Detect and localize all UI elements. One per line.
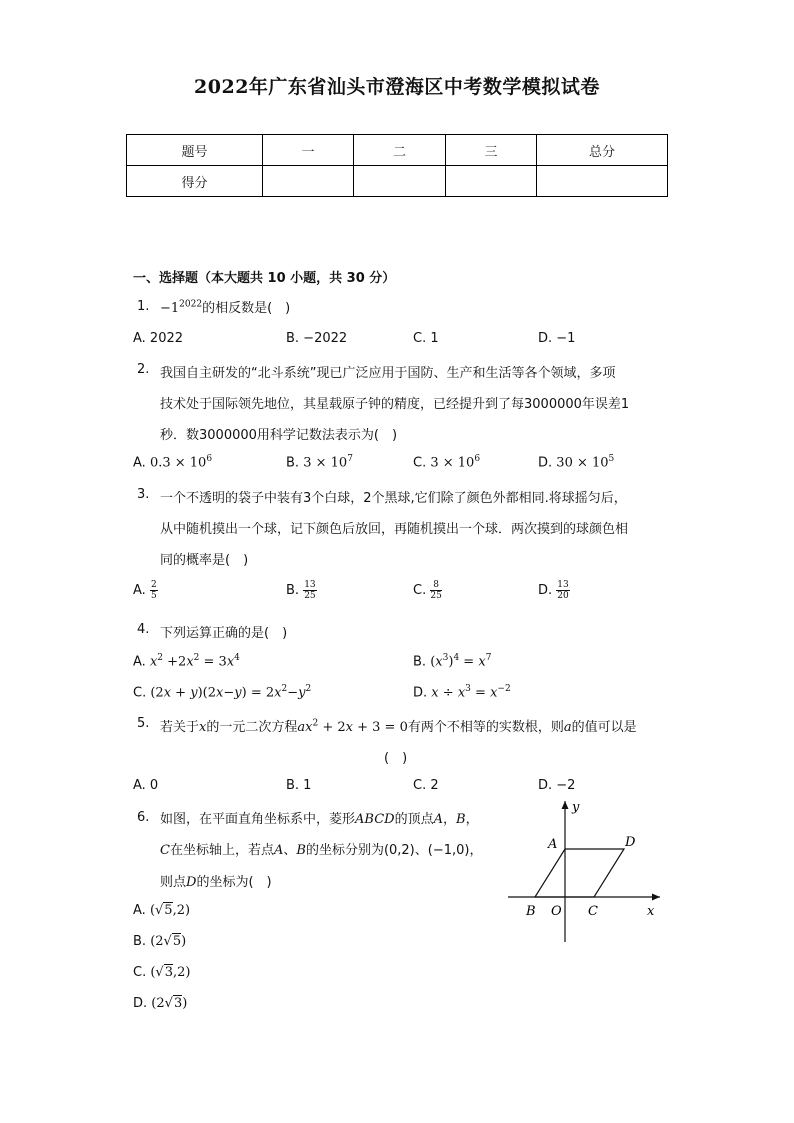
- question-text-line: 我国自主研发的“北斗系统”现已广泛应用于国防、生产和生活等各个领域，多项: [160, 366, 616, 381]
- table-header-cell: 总分: [537, 135, 668, 166]
- option-label: A.: [133, 455, 146, 471]
- numerator: 13: [304, 580, 316, 590]
- denominator: 25: [304, 591, 316, 601]
- option-c[interactable]: C. 2: [413, 778, 439, 793]
- option-label: C.: [133, 685, 147, 701]
- fraction: [430, 580, 441, 601]
- option-a[interactable]: A. 0: [133, 778, 159, 793]
- question-text-tail: 的相反数是( ): [202, 301, 291, 316]
- option-math: 3 × 10: [303, 455, 348, 471]
- question-text-line: 技术处于国际领先地位，其星载原子钟的精度，已经提升到了每3000000年误差1: [160, 397, 630, 412]
- question-text-line: 从中随机摸出一个球，记下颜色后放回，再随机摸出一个球．两次摸到的球颜色相: [160, 522, 629, 537]
- denominator: 20: [557, 591, 569, 601]
- question-text-line: 同的概率是( ): [160, 553, 249, 568]
- question-number: 1.: [137, 299, 150, 314]
- fraction: [303, 580, 316, 601]
- score-table: [126, 134, 668, 197]
- question-number: 2.: [137, 362, 150, 377]
- numerator: 13: [557, 580, 569, 590]
- option-label: D.: [133, 996, 148, 1011]
- option-b[interactable]: [286, 580, 317, 601]
- question-text-line: 秒．数3000000用科学记数法表示为( ): [160, 428, 398, 443]
- score-cell[interactable]: [537, 166, 668, 197]
- question-text: [160, 297, 290, 316]
- fraction: [556, 580, 569, 601]
- option-b[interactable]: B. 1: [286, 778, 312, 793]
- table-header-cell: 二: [354, 135, 446, 166]
- y-axis-label: y: [572, 800, 580, 815]
- option-exponent: 6: [474, 454, 481, 464]
- x-axis-arrow: [652, 894, 660, 901]
- score-cell[interactable]: [263, 166, 354, 197]
- option-label: C.: [413, 455, 427, 471]
- section-heading: 一、选择题（本大题共 10 小题，共 30 分）: [133, 271, 396, 286]
- denominator: 25: [430, 591, 442, 601]
- option-d[interactable]: [538, 580, 570, 601]
- option-b[interactable]: B. $(x^3)^4 = x^7$: [413, 653, 492, 670]
- option-math: 30 × 10: [556, 455, 609, 471]
- question-text-line: 如图，在平面直角坐标系中，菱形ABCD的顶点A，B，: [160, 812, 479, 827]
- question-number: 3.: [137, 487, 150, 502]
- option-a[interactable]: A. 2022: [133, 331, 184, 346]
- option-d[interactable]: [538, 454, 614, 470]
- y-axis-arrow: [562, 801, 569, 809]
- option-label: B.: [286, 455, 300, 471]
- rhombus-abcd: [535, 849, 624, 897]
- rhombus-figure: [500, 795, 670, 945]
- option-label: B.: [286, 583, 300, 598]
- question-text-line: 则点D的坐标为( ): [160, 875, 272, 890]
- page-title: 2022年广东省汕头市澄海区中考数学模拟试卷: [194, 76, 600, 98]
- point-b-label: B: [526, 904, 536, 919]
- option-label: D.: [413, 685, 428, 701]
- option-c[interactable]: C. (√3,2): [133, 965, 191, 980]
- numerator: 8: [430, 580, 441, 591]
- option-label: B.: [133, 934, 147, 949]
- question-number: 5.: [137, 716, 150, 731]
- question-text: 下列运算正确的是( ): [160, 626, 288, 641]
- score-cell[interactable]: [446, 166, 537, 197]
- question-text-line: 一个不透明的袋子中装有3个白球，2个黑球,它们除了颜色外都相同.将球摇匀后，: [160, 491, 627, 506]
- table-row-label: 得分: [127, 166, 263, 197]
- math-base: −1: [160, 301, 180, 316]
- question-number: 4.: [137, 622, 150, 637]
- fraction: [150, 580, 158, 601]
- numerator: 2: [150, 580, 157, 590]
- option-label: D.: [538, 455, 553, 471]
- score-cell[interactable]: [354, 166, 446, 197]
- option-a[interactable]: A. (√5,2): [133, 903, 191, 918]
- point-a-label: A: [548, 837, 558, 852]
- point-d-label: D: [625, 835, 636, 850]
- option-d[interactable]: D. −1: [538, 331, 576, 346]
- option-a[interactable]: [133, 454, 212, 470]
- point-c-label: C: [588, 904, 598, 919]
- option-label: C.: [413, 583, 427, 598]
- option-label: A.: [133, 903, 146, 918]
- option-label: A.: [133, 654, 146, 670]
- option-d[interactable]: D. $x \div x^3 = x^{-2}$: [413, 684, 511, 701]
- option-label: C.: [133, 965, 147, 980]
- table-row: [127, 135, 668, 166]
- option-c[interactable]: C. 1: [413, 331, 439, 346]
- x-axis-label: x: [647, 904, 655, 919]
- option-a[interactable]: A. $x^2 +2x^2 = 3x^4$: [133, 653, 240, 670]
- option-math: 3 × 10: [430, 455, 475, 471]
- option-c[interactable]: [413, 454, 480, 470]
- option-exponent: 5: [608, 454, 615, 464]
- option-label: A.: [133, 583, 146, 598]
- option-c[interactable]: C. $(2x + y)(2x-y) = 2x^2-y^2$: [133, 684, 312, 701]
- question-text-line: C在坐标轴上，若点A、B的坐标分别为(0,2)、(−1,0)，: [160, 843, 483, 858]
- table-header-cell: 三: [446, 135, 537, 166]
- option-exponent: 7: [347, 454, 353, 464]
- table-header-cell: 一: [263, 135, 354, 166]
- option-b[interactable]: B. (2√5): [133, 934, 187, 949]
- option-label: B.: [413, 654, 427, 670]
- option-a[interactable]: [133, 580, 158, 601]
- table-header-cell: 题号: [127, 135, 263, 166]
- option-d[interactable]: D. (2√3): [133, 996, 188, 1011]
- denominator: 5: [150, 591, 157, 601]
- origin-label: O: [551, 904, 562, 919]
- option-c[interactable]: [413, 580, 442, 601]
- option-exponent: 6: [206, 454, 213, 464]
- question-text: 若关于x的一元二次方程$ax^2 + 2x + 3 = 0$有两个不相等的实数根，则a的值可以是: [160, 718, 637, 735]
- table-row: [127, 166, 668, 197]
- math-exponent: 2022: [179, 299, 203, 310]
- option-b[interactable]: [286, 454, 353, 470]
- option-math: 0.3 × 10: [149, 455, 207, 471]
- question-number: 6.: [137, 810, 150, 825]
- option-b[interactable]: B. −2022: [286, 331, 348, 346]
- option-label: D.: [538, 583, 553, 598]
- answer-paren: ( ): [384, 751, 408, 766]
- option-d[interactable]: D. −2: [538, 778, 576, 793]
